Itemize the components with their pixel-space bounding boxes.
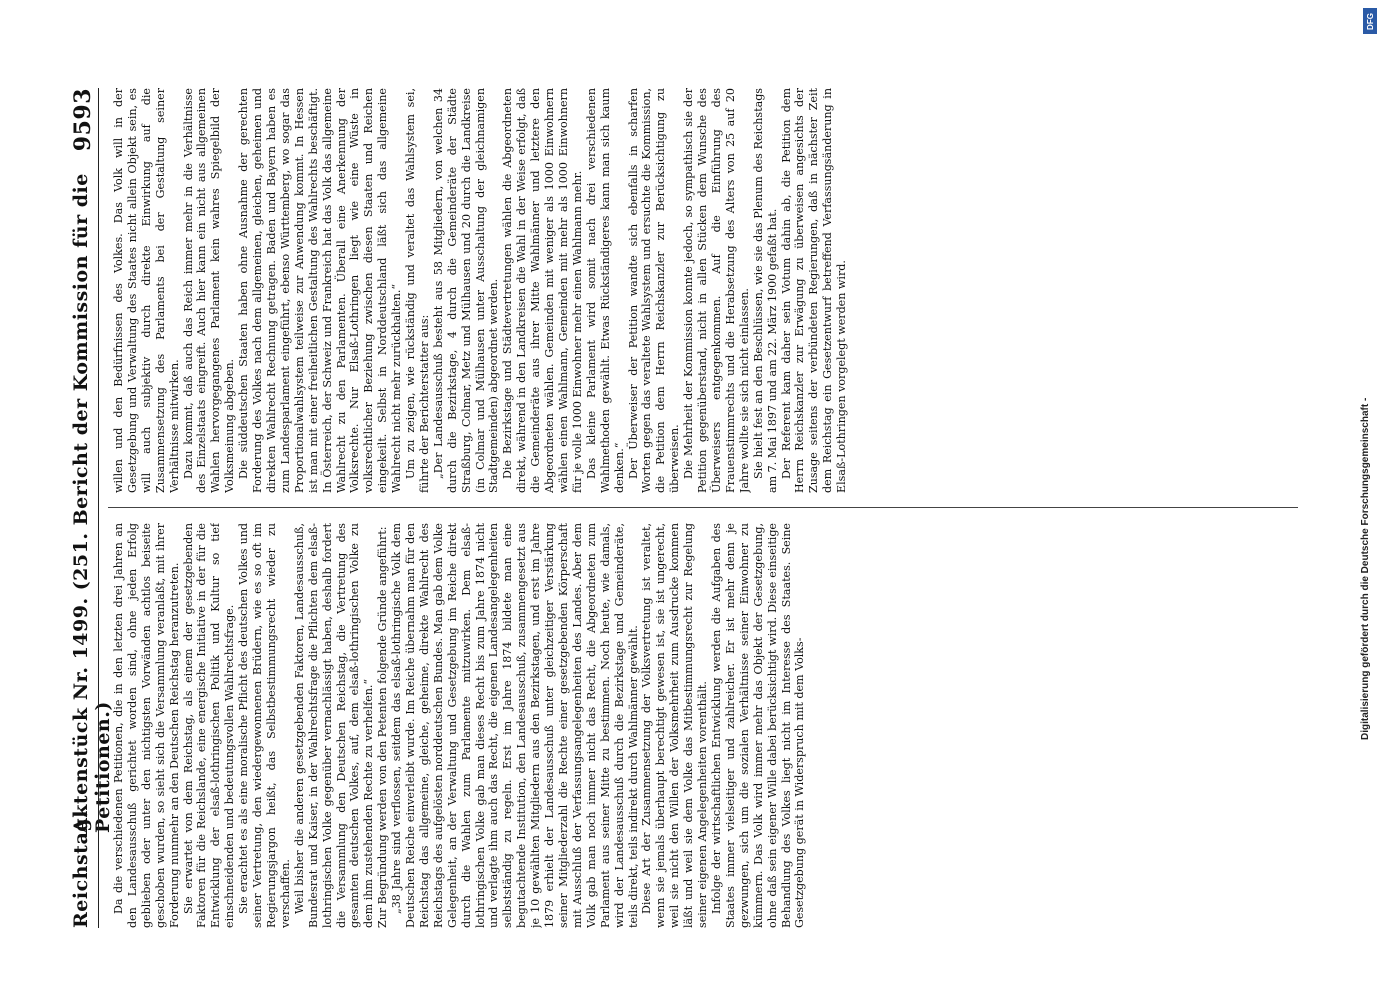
column-divider xyxy=(108,507,1298,508)
dfg-logo-text: DFG xyxy=(1365,12,1375,30)
paragraph: Die Bezirkstage und Städtevertretungen wählen die Abgeordneten direkt, während in den Landkreisen die Wahl in der Weise erfolgt, daß die Gemeinderäte aus ihrer Mitte Wahlmänner und letztere den Abgeordneten wählen. Gemeinden mit weniger als 1000 Einwohnern wählen einen Wahlmann, Gemeinden mit mehr als 1000 Einwohnern für je volle 1000 Einwohner mehr einen Wahlmann mehr. xyxy=(501,88,584,493)
paragraph: Weil bisher die anderen gesetzgebenden Faktoren, Landesausschuß, Bundesrat und Kaiser, in der Wahlrechtsfrage die Pflichten dem elsaß-lothringischen Volke gegenüber vernachlässigt haben, deshalb fordert die Versammlung den Deutschen Reichstag, die Vertretung des gesamten deutschen Volkes, auf, dem elsaß-lothringischen Volke zu dem ihm zustehenden Rechte zu verhelfen.“ xyxy=(292,523,376,928)
paragraph: Um zu zeigen, wie rückständig und veraltet das Wahlsystem sei, führte der Berichterstatter aus: xyxy=(404,88,431,493)
page-number: 9593 xyxy=(70,88,96,152)
paragraph: Infolge der wirtschaftlichen Entwicklung werden die Aufgaben des Staates immer vielseitiger und zahlreicher. Er ist mehr denn je gezwungen, sich um die sozialen Verhältnisse seiner Einwohner zu kümmern. Das Volk wird immer mehr das Objekt der Gesetzgebung, ohne daß sein eigener Wille dabei berücksichtigt wird. Diese einseitige Behandlung des Volkes liegt nicht im Interesse des Staates. Seine Gesetzgebung gerät in Widerspruch mit dem Volks- xyxy=(709,523,807,928)
header-rule xyxy=(98,88,99,928)
paragraph: Die Mehrheit der Kommission konnte jedoch, so sympathisch sie der Petition gegenüberstand, nicht in allen Stücken dem Wunsche des Überweisers entgegenkommen. Auf die Einführung des Frauenstimmrechts und die Herabsetzung des Alters von 25 auf 20 Jahre wollte sie sich nicht einlassen. xyxy=(682,88,751,493)
paragraph: Diese Art der Zusammensetzung der Volksvertretung ist veraltet, wenn sie jemals überhaupt berechtigt gewesen ist, sie ist ungerecht, weil sie nicht den Willen der Volksmehrheit zum Ausdrucke kommen läßt und weil sie dem Volke das Mitbestimmungsrecht zur Regelung seiner eigenen Angelegenheiten vorenthält. xyxy=(640,523,710,928)
paragraph: Da die verschiedenen Petitionen, die in den letzten drei Jahren an den Landesausschuß gerichtet worden sind, ohne jeden Erfolg geblieben oder unter den nichtigsten Vorwänden achtlos beiseite geschoben wurden, so sieht sich die Versammlung veranlaßt, mit ihrer Forderung nunmehr an den Deutschen Reichstag heranzutreten. xyxy=(112,523,181,928)
right-column xyxy=(112,88,1312,493)
paragraph: „38 Jahre sind verflossen, seitdem das elsaß-lothringische Volk dem Deutschen Reiche einverleibt wurde. Im Reiche übernahm man für den Reichstag das allgemeine, gleiche, geheime, direkte Wahlrecht des Reichstags des aufgelösten norddeutschen Bundes. Man gab dem Volke Gelegenheit, an der Verwaltung und Gesetzgebung im Reiche direkt durch die Wahlen zum Parlamente mitzuwirken. Dem elsaß-lothringischen Volke gab man dieses Recht bis zum Jahre 1874 nicht und verlagte ihm auch das Recht, die eigenen Landesangelegenheiten selbstständig zu regeln. Erst im Jahre 1874 bildete man eine begutachtende Institution, den Landesausschuß, zusammengesetzt aus je 10 gewählten Mitgliedern aus den Bezirkstagen, und erst im Jahre 1879 erhielt der Landesausschuß unter gleichzeitiger Verstärkung seiner Mitgliederzahl die Rechte einer gesetzgebenden Körperschaft mit Ausschluß der Verfassungsangelegenheiten des Landes. Aber dem Volk gab man noch immer nicht das Recht, die Abgeordneten zum Parlament aus seiner Mitte zu bestimmen. Noch heute, wie damals, wird der Landesausschuß durch die Bezirkstage und Gemeinderäte, teils direkt, teils indirekt durch Wahlmänner gewählt. xyxy=(390,523,640,928)
credit-text: Digitalisierung gefördert durch die Deutsche Forschungsgemeinschaft - xyxy=(1360,397,1371,740)
paragraph: Sie hielt fest an den Beschlüssen, wie sie das Plenum des Reichstags am 7. Mai 1897 und am 22. März 1900 gefaßt hat. xyxy=(751,88,779,493)
paragraph: Sie erwartet von dem Reichstag, als einem der gesetzgebenden Faktoren für die Reichslande, eine energische Initiative in der für die Entwicklung der elsaß-lothringischen Politik und Kultur so tief einschneidenden und bedeutungsvollen Wahlrechtsfrage. xyxy=(181,523,237,928)
header-title: Aktenstück Nr. 1499. (251. Bericht der Kommission für die Petitionen.) xyxy=(70,173,114,833)
paragraph: Der Überweiser der Petition wandte sich ebenfalls in scharfen Worten gegen das veraltete Wahlsystem und ersuchte die Kommission, die Petition dem Herrn Reichskanzler zur Berücksichtigung zu überweisen. xyxy=(626,88,682,493)
paragraph: Die süddeutschen Staaten haben ohne Ausnahme der gerechten Forderung des Volkes nach dem allgemeinen, gleichen, geheimen und direkten Wahlrecht Rechnung getragen. Baden und Bayern haben es zum Landesparlament eingeführt, ebenso Württemberg, wo sogar das Proportionalwahlsystem teilweise zur Anwendung kommt. In Hessen ist man mit einer freiheitlichen Gestaltung des Wahlrechts beschäftigt. In Österreich, der Schweiz und Frankreich hat das Volk das allgemeine Wahlrecht zu den Parlamenten. Überall eine Anerkennung der Volksrechte. Nur Elsaß-Lothringen liegt wie eine Wüste in volksrechtlicher Beziehung zwischen diesen Staaten und Reichen eingekeilt. Selbst in Norddeutschland läßt sich das allgemeine Wahlrecht nicht mehr zurückhalten.“ xyxy=(237,88,404,493)
paragraph: willen und den Bedürfnissen des Volkes. Das Volk will in der Gesetzgebung und Verwaltung des Staates nicht allein Objekt sein, es will auch subjektiv durch direkte Einwirkung auf die Zusammensetzung des Parlaments bei der Gestaltung seiner Verhältnisse mitwirken. xyxy=(112,88,181,493)
header-reichstag: Reichstag. xyxy=(70,810,92,928)
digitization-credit xyxy=(1355,0,1377,1000)
dfg-logo xyxy=(1363,8,1377,34)
paragraph: Der Referent kam daher sein Votum dahin ab, die Petition dem Herrn Reichskanzler zur Erwägung zu überweisen angesichts der Zusage seitens der verbündeten Regierungen, daß in nächster Zeit dem Reichstag ein Gesetzentwurf betreffend Verfassungsänderung in Elsaß-Lothringen vorgelegt werden wird. xyxy=(779,88,849,493)
paragraph: Zur Begründung werden von den Petenten folgende Gründe angeführt: xyxy=(376,526,390,928)
paragraph: Sie erachtet es als eine moralische Pflicht des deutschen Volkes und seiner Vertretung, den wiedergewonnenen Brüdern, wie es so oft im Regierungsjargon heißt, das Selbstbestimmungsrecht wieder zu verschaffen. xyxy=(237,523,292,928)
page-header xyxy=(62,88,114,928)
paragraph: Das kleine Parlament wird somit nach drei verschiedenen Wahlmethoden gewählt. Etwas Rückständigeres kann man sich kaum denken.“ xyxy=(584,88,626,493)
paragraph: Dazu kommt, daß auch das Reich immer mehr in die Verhältnisse des Einzelstaats eingreift. Auch hier kann ein nicht aus allgemeinen Wahlen hervorgegangenes Parlament kein wahres Spiegelbild der Volksmeinung abgeben. xyxy=(181,88,237,493)
left-column xyxy=(112,523,1312,928)
paragraph: „Der Landesausschuß besteht aus 58 Mitgliedern, von welchen 34 durch die Bezirkstage, 4 durch die Gemeinderäte der Städte Straßburg, Colmar, Metz und Mülhausen und 20 durch die Landkreise (in Colmar und Mülhausen unter Ausschaltung der gleichnamigen Stadtgemeinden) abgeordnet werden. xyxy=(431,88,501,493)
